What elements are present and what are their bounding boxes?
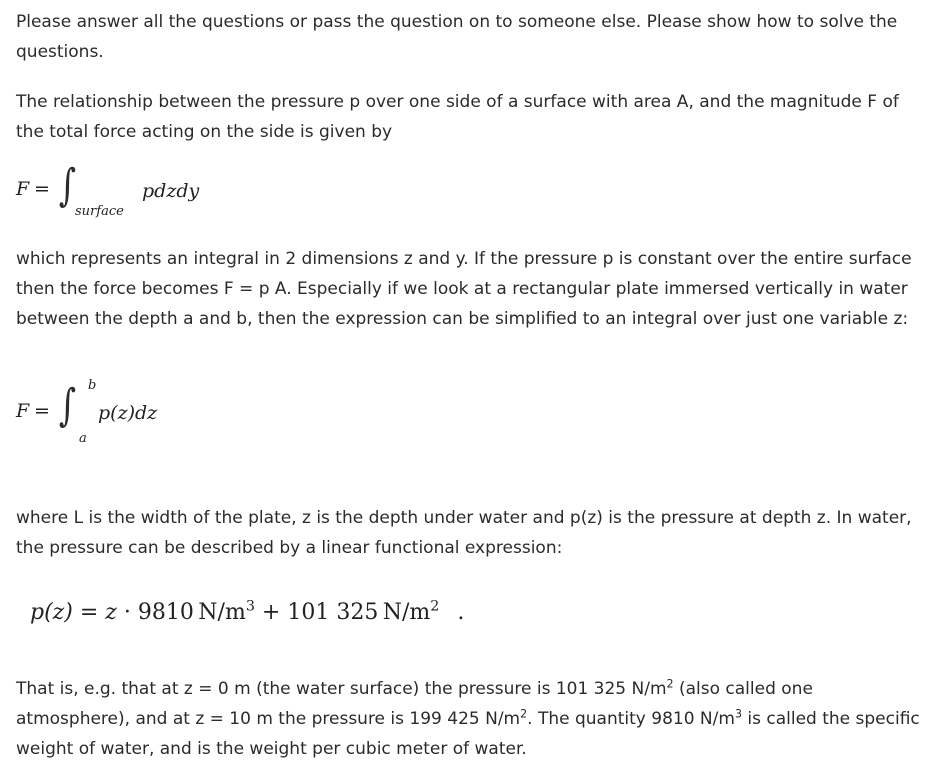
pressure-equation: p(z) = z · 9810 $N/m^3 + 101$ 325 $N/m^2$ . [30, 598, 465, 625]
eq1-equals: = [34, 178, 50, 200]
explanation-paragraph: which represents an integral in 2 dimensions z and y. If the pressure p is constant over the entire surface then the force becomes F = p A. Especially if we look at a rectangular plate immersed vertically in water between the depth a and b, then the expression can be simplified to an integral over just one variable z: [16, 249, 912, 329]
eq2-equals: = [34, 400, 50, 422]
eq2-integral-sign: ∫ [58, 380, 77, 431]
pressure-paragraph: where L is the width of the plate, z is the depth under water and p(z) is the pressure at depth z. In water, the pressure can be described by a linear functional expression: [16, 508, 912, 558]
eq1-integrand: pdzdy [142, 180, 200, 202]
example-paragraph: That is, e.g. that at z = 0 m (the water surface) the pressure is 101 325 $N/m^2$ (also called one atmosphere), and at z = 10 m the pressure is 199 425 $N/m^2$. The quantity 9810 $N/m^3$ is called the specific weight of water, and is the weight per cubic meter of water. [16, 677, 920, 759]
eq2-integrand: p(z)dz [98, 402, 158, 424]
eq1-lower-limit: surface [75, 204, 124, 219]
intro-paragraph: Please answer all the questions or pass the question on to someone else. Please show how to solve the questions. [16, 12, 898, 62]
eq2-upper-limit: b [88, 378, 97, 393]
eq1-integral-sign: ∫ [58, 160, 77, 211]
eq1-lhs: F [16, 178, 30, 200]
eq2-lhs: F [16, 400, 30, 422]
eq2-lower-limit: a [79, 431, 87, 446]
relationship-paragraph: The relationship between the pressure p over one side of a surface with area A, and the magnitude F of the total force acting on the side is given by [16, 92, 899, 142]
